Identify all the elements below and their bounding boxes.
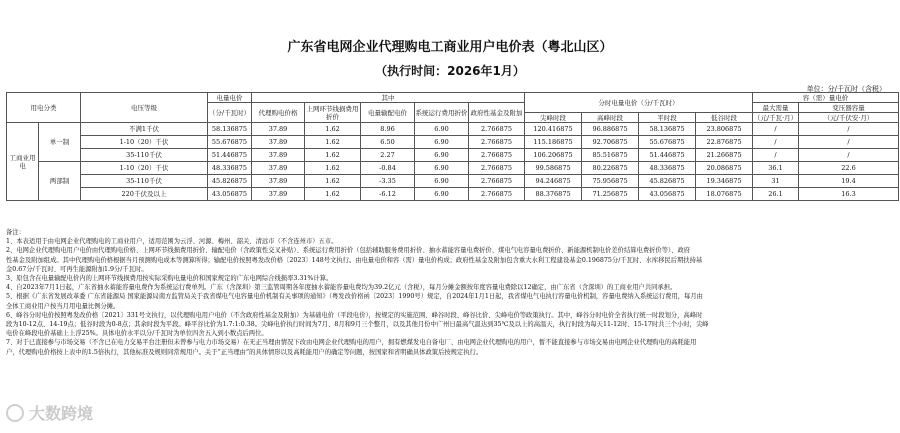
note-line: 4、自2023年7月1日起，广东省抽水蓄能容量电费作为系统运行费单列。广东（含深圳）第三监管周期各年度抽水蓄能容量电费均为39.2亿元（含税），每月分摊金额按年度容量电费除以12确定，由广东省（含深圳）的工商业用户共同承担。 xyxy=(6,284,677,292)
table-cell: / xyxy=(799,149,899,162)
group-single: 单一制 xyxy=(39,123,81,162)
header-of-which: 其中 xyxy=(252,93,525,103)
table-cell: 不满1千伏 xyxy=(81,123,208,136)
table-cell: / xyxy=(753,136,799,149)
table-cell: 48.336875 xyxy=(639,162,696,175)
table-cell: 2.766875 xyxy=(469,136,525,149)
note-line: 3、原包含在电量输配电价内的上网环节线损费用按实际采购电量电价和国家规定的广东电网综合线损率3.31%计算。 xyxy=(6,275,333,283)
notes xyxy=(6,228,894,357)
table-cell: / xyxy=(753,123,799,136)
table-cell: 6.90 xyxy=(415,136,469,149)
header-energy-price-unit: （分/千瓦时） xyxy=(208,103,252,123)
table-cell: 1.62 xyxy=(305,188,361,201)
table-cell: 94.246875 xyxy=(525,175,582,188)
table-cell: 37.89 xyxy=(252,175,305,188)
header-system-cost: 系统运行费用折价 xyxy=(415,103,469,123)
table-cell: 45.826875 xyxy=(639,175,696,188)
table-cell: 23.806875 xyxy=(696,123,753,136)
table-cell: 37.89 xyxy=(252,162,305,175)
table-row xyxy=(7,162,899,175)
table-cell: 96.886875 xyxy=(582,123,639,136)
table-cell: 88.376875 xyxy=(525,188,582,201)
group-two-part: 两部制 xyxy=(39,162,81,201)
page-subtitle: （执行时间：2026年1月） xyxy=(375,64,525,78)
unit-label: 单位：分/千瓦时（含税） xyxy=(806,85,886,93)
table-cell: -3.35 xyxy=(361,175,415,188)
table-cell: 31 xyxy=(753,175,799,188)
watermark xyxy=(6,401,93,424)
table-cell: 99.586875 xyxy=(525,162,582,175)
table-cell: 6.90 xyxy=(415,162,469,175)
watermark-text: 大数跨境 xyxy=(29,404,94,423)
table-cell: 8.96 xyxy=(361,123,415,136)
header-peak-sharp: 尖峰时段 xyxy=(525,113,582,123)
table-cell: 51.446875 xyxy=(639,149,696,162)
tariff-table xyxy=(6,92,899,201)
table-cell: 37.89 xyxy=(252,123,305,136)
table-cell: / xyxy=(799,123,899,136)
note-line: 1、本表适用于由电网企业代理购电的工商业用户，适用范围为云浮、河源、梅州、韶关、清远市（不含连州市）五市。 xyxy=(6,238,338,246)
table-cell: 1.62 xyxy=(305,175,361,188)
table-cell: 1.62 xyxy=(305,149,361,162)
table-row xyxy=(7,136,899,149)
table-cell: 2.766875 xyxy=(469,149,525,162)
note-line: 电价在峰段电价基础上上浮25%。具体电价水平以分/千瓦时为单位四舍五入到小数点后两位。 xyxy=(6,330,268,338)
table-cell: 26.1 xyxy=(753,188,799,201)
note-line: 6、峰谷分时电价按照粤发改价格〔2021〕331号文执行，以代理购电用户电价（不含政府性基金及附加）为基础电价（平段电价），按规定的实施范围、峰谷时段、峰谷比价、尖峰电价等政策执行。其中，峰谷分时电价全省执行统一时段划分，高峰时 xyxy=(6,311,703,319)
note-line: 户，代理购电价格按上表中的1.5倍执行，其他标准及规则同常规用户。关于“正当理由”的具体情形以及高耗能用户的确定等问题，按国家和省明确具体政策后按规定执行。 xyxy=(6,348,483,356)
header-transformer: 变压器容量 xyxy=(799,103,899,113)
table-cell: 55.676875 xyxy=(208,136,252,149)
table-cell: 1-10（20）千伏 xyxy=(81,162,208,175)
table-cell: 2.766875 xyxy=(469,188,525,201)
table-cell: 1.62 xyxy=(305,162,361,175)
header-max-demand-unit: （元/千瓦·月） xyxy=(753,113,798,122)
table-row xyxy=(7,188,899,201)
table-cell: 45.826875 xyxy=(208,175,252,188)
table-cell: 1.62 xyxy=(305,123,361,136)
table-cell: 35-110千伏 xyxy=(81,175,208,188)
header-max-demand: 最大需量 xyxy=(753,103,799,113)
table-cell: 75.956875 xyxy=(582,175,639,188)
table-cell: 19.346875 xyxy=(696,175,753,188)
table-row xyxy=(7,123,899,136)
table-cell: 6.90 xyxy=(415,188,469,201)
table-cell: 22.876875 xyxy=(696,136,753,149)
table-row xyxy=(7,149,899,162)
table-cell: 16.3 xyxy=(799,188,899,201)
table-cell: 43.056875 xyxy=(639,188,696,201)
table-cell: 20.086875 xyxy=(696,162,753,175)
note-line: 5、根据《广东省发展改革委 广东省能源局 国家能源局南方监管局关于我省煤电气电容量电价机制有关事项的通知》（粤发改价格函〔2023〕1990号）规定，自2024年1月1日起，我省煤电气电执行容量电价机制，容量电费纳入系统运行费用，每月由 xyxy=(6,293,703,301)
header-peak: 高峰时段 xyxy=(582,113,639,123)
note-line: 段为10-12点、14-19点；低谷时段为0-8点；其余时段为平段。峰平谷比价为1.7:1:0.38。尖峰电价执行时间为7月、8月和9月三个整月，以及其他月份中广州日最高气温达到35℃及以上的高温天，执行时段为每天11-12时、15-17时共三个小时，尖峰 xyxy=(6,321,709,329)
table-cell: 55.676875 xyxy=(639,136,696,149)
note-line: 金0.67分/千瓦时、可再生能源附加1.9分/千瓦时。 xyxy=(6,265,148,273)
table-row xyxy=(7,175,899,188)
table-cell: -0.84 xyxy=(361,162,415,175)
table-cell: 21.266875 xyxy=(696,149,753,162)
table-cell: 2.766875 xyxy=(469,175,525,188)
table-cell: 6.90 xyxy=(415,175,469,188)
table-cell: 2.766875 xyxy=(469,123,525,136)
table-cell: 6.50 xyxy=(361,136,415,149)
header-gov-fund: 政府性基金及附加 xyxy=(469,103,525,123)
table-cell: 2.766875 xyxy=(469,162,525,175)
table-cell: 58.136875 xyxy=(639,123,696,136)
table-cell: / xyxy=(753,149,799,162)
table-cell: 43.056875 xyxy=(208,188,252,201)
header-valley: 低谷时段 xyxy=(696,113,753,123)
table-cell: 22.6 xyxy=(799,162,899,175)
table-cell: 19.4 xyxy=(799,175,899,188)
table-cell: 115.186875 xyxy=(525,136,582,149)
header-category: 用电分类 xyxy=(7,93,81,123)
note-line: 全体工商业用户按当月用电量比例分摊。 xyxy=(6,302,120,310)
header-voltage: 电压等级 xyxy=(81,93,208,123)
header-tou: 分时电量电价（分/千瓦时） xyxy=(525,93,753,113)
table-cell: 48.336875 xyxy=(208,162,252,175)
table-cell: / xyxy=(799,136,899,149)
note-line: 7、对于已直接参与市场交易（不含已在电力交易平台注册但未曾参与电力市场交易）在无正当理由情况下改由电网企业代理购电的用户，拥有燃煤发电自备电厂、由电网企业代理购电的用户，暂不能直接参与市场交易由电网企业代理购电的高耗能用 xyxy=(6,339,697,347)
header-capacity: 容（需）量电价 xyxy=(753,93,899,103)
page-title: 广东省电网企业代理购电工商业用户电价表（粤北山区） xyxy=(287,40,613,55)
table-cell: 6.90 xyxy=(415,149,469,162)
table-cell: 36.1 xyxy=(753,162,799,175)
table-cell: 85.516875 xyxy=(582,149,639,162)
table-cell: 37.89 xyxy=(252,136,305,149)
table-cell: 18.076875 xyxy=(696,188,753,201)
table-cell: 1-10（20）千伏 xyxy=(81,136,208,149)
watermark-logo-icon xyxy=(6,404,24,422)
header-flat: 平时段 xyxy=(639,113,696,123)
table-cell: 35-110千伏 xyxy=(81,149,208,162)
header-proxy: 代理购电价格 xyxy=(252,103,305,123)
table-cell: 2.27 xyxy=(361,149,415,162)
table-cell: 58.136875 xyxy=(208,123,252,136)
header-tdp: 电量输配电价 xyxy=(361,103,415,123)
table-cell: 1.62 xyxy=(305,136,361,149)
table-cell: 37.89 xyxy=(252,149,305,162)
table-cell: 220千伏及以上 xyxy=(81,188,208,201)
table-cell: -6.12 xyxy=(361,188,415,201)
note-line: 2、电网企业代理购电用户电价由代理购电价格、上网环节线损费用折价、输配电价（含政策性交叉补贴）、系统运行费用折价（包括辅助服务费用折价、抽水蓄能容量电费折价、煤电气电容量电费折价、新能源机制电价差价结算电费折价等）、政府 xyxy=(6,247,691,255)
group-commercial: 工商业用电 xyxy=(7,123,39,201)
header-energy-price: 电量电价 xyxy=(208,93,252,103)
table-cell: 106.206875 xyxy=(525,149,582,162)
table-cell: 120.416875 xyxy=(525,123,582,136)
table-cell: 71.256875 xyxy=(582,188,639,201)
header-transmission: 上网环节线损费用折价 xyxy=(306,104,359,121)
table-cell: 37.89 xyxy=(252,188,305,201)
table-cell: 51.446875 xyxy=(208,149,252,162)
note-line: 备注： xyxy=(6,229,25,236)
header-transformer-unit: （元/千伏安·月） xyxy=(799,113,899,123)
note-line: 性基金及附加组成。其中代理购电价格根据当月预测购电成本等测算所得；输配电价按照粤发改价格〔2023〕148号文执行。由电量电价和容（需）量电价构成；政府性基金及附加包含重大水利工程建设基金0.196875分/千瓦时、水库移民后期扶持基 xyxy=(6,256,703,264)
table-cell: 92.706875 xyxy=(582,136,639,149)
table-cell: 80.226875 xyxy=(582,162,639,175)
table-cell: 6.90 xyxy=(415,123,469,136)
